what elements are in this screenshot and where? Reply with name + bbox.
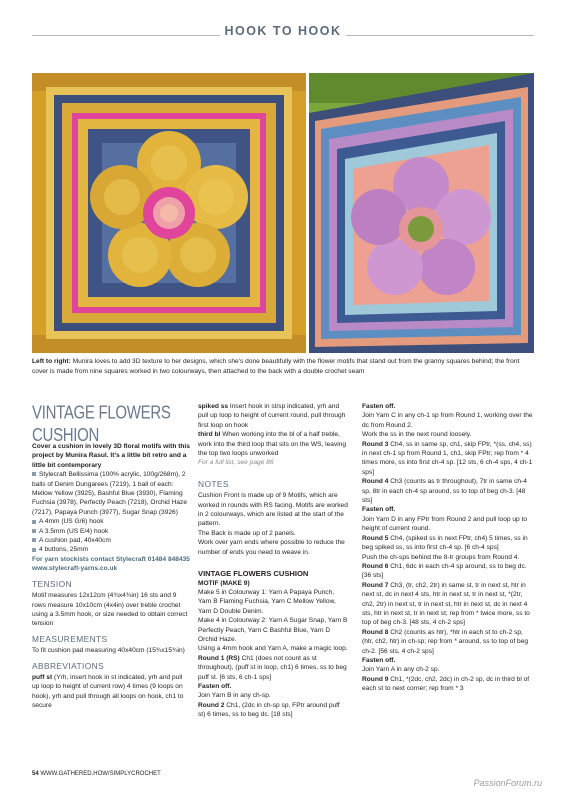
notes-text: Work over yarn ends where possible to reduce the number of ends you need to weave in. (198, 539, 345, 556)
join-yarn-b: Join Yarn B in any ch-sp. (198, 692, 271, 700)
pattern-title: VINTAGE FLOWERS CUSHION (32, 402, 171, 446)
watermark: PassionForum.ru (473, 778, 542, 788)
round-4: Round 4 Ch3 (counts as tr throughout), 7tr in same ch-4 sp, 8tr in each ch-4 sp around, ss to top of beg ch-3. [48 sts] (362, 478, 527, 505)
photo-caption (32, 357, 532, 377)
materials-item: A 3.5mm (US E/4) hook (32, 527, 190, 536)
round-5: Round 5 Ch4, (spiked ss in next FPtr, ch4) 5 times, ss in beg spiked ss, ss into first ch-4 sp. [6 ch-4 sps] (362, 534, 528, 552)
notes-text: Cushion Front is made up of 9 Motifs, which are worked in rounds with RS facing. Motifs are worked in 2 colourways, which are listed at the start of the pattern. (198, 492, 348, 528)
abbreviations-heading: ABBREVIATIONS (32, 660, 105, 671)
round-7: Round 7 Ch3, (tr, ch2, 2tr) in same st, tr in next st, htr in next st, dc in next 4 sts, htr in next st, tr in next st, *(2tr, ch2, 2tr) in next st, tr in next st, htr in next st, dc in next 4 sts, htr in next st, tr in next st; rep from * twice more, ss to top of beg ch-3. [48 sts, 4 ch-2 sps] (362, 581, 530, 627)
motif-text: Make 4 in Colourway 2: Yarn A Sugar Snap, Yarn B Perfectly Peach, Yarn C Bashful Blue, Yarn D Orchid Haze. (198, 617, 348, 643)
column-2 (198, 402, 348, 720)
bullet-square-icon (32, 529, 36, 533)
caption-lead: Left to right: (32, 358, 71, 365)
round-9: Round 9 Ch1, *(2dc, ch2, 2dc) in ch-2 sp, dc in third bl of each st to next corner; rep from * 3 (362, 675, 530, 693)
column-3 (362, 402, 534, 694)
fasten-off: Fasten off. (362, 656, 396, 664)
materials-item: A cushion pad, 40x40cm (32, 536, 190, 545)
tension-heading: TENSION (32, 578, 73, 589)
measurements-text: To fit cushion pad measuring 40x40cm (15¾x15¾in) (32, 647, 185, 655)
measurements-heading: MEASUREMENTS (32, 633, 108, 644)
page-header (0, 0, 566, 42)
join-yarn-c: Join Yarn C in any ch-1 sp from Round 1, working over the dc from Round 2. (362, 412, 533, 429)
caption-text: Munira loves to add 3D texture to her designs, which she’s done beautifully with the flower motifs that stand out from the granny squares behind; the front cover is made from nine squares worked in two colourways, then attached to the back with a double crochet seam (32, 358, 520, 375)
round-1: Round 1 (RS) Ch1 (does not count as st throughout), (puff st in loop, ch1) 6 times, ss to beg puff st. [6 sts, 6 ch-1 sps] (198, 654, 347, 681)
section-title: HOOK TO HOOK (224, 24, 342, 38)
abbreviation-spiked-ss: spiked ss Insert hook in st/sp indicated, yrh and pull up loop to height of current round, pull through first loop on hook (198, 403, 346, 429)
page-footer (32, 771, 161, 777)
footer-url[interactable]: WWW.GATHERED.HOW/SIMPLYCROCHET (40, 771, 161, 777)
abbreviation-third-bl: third bl When working into the bl of a half treble, work into the third loop that sits on the WS, leaving the top two loops unworked (198, 431, 347, 458)
bullet-square-icon (32, 538, 36, 542)
yellow-flower-square-image (32, 73, 306, 353)
fasten-off: Fasten off. (362, 506, 396, 514)
join-yarn-d: Join Yarn D in any FPtr from Round 2 and pull loop up to height of current round. (362, 515, 528, 533)
materials-item: Stylecraft Bellissima (100% acrylic, 100g/268m), 2 balls of Denim Dungarees (7219), 1 ball of each: Mellow Yellow (3925), Bashful Blue (3930), Flaming Fuchsia (3978), Perfectly Peach (7218), Orchid Haze (7217), Papaya Punch (3977), Sugar Snap (3926) (32, 471, 188, 516)
fasten-off: Fasten off. (362, 403, 396, 410)
stockists-info[interactable]: For yarn stockists contact Stylecraft 01484 848435 www.stylecraft-yarns.co.uk (32, 555, 190, 573)
materials-item: 4 buttons, 25mm (32, 545, 190, 554)
photo-yellow-flower-square (32, 73, 306, 353)
push-note: Push the ch-sps behind the 8-tr groups from Round 4. (362, 553, 520, 561)
work-ss-note: Work the ss in the next round loosely. (362, 431, 472, 439)
abbreviation-puff-st: puff st (Yrh, insert hook in st indicated, yrh and pull up loop to height of current row) 4 times (9 loops on hook), yrh and pull through all loops on hook, ch1 to secure (32, 673, 184, 710)
round-6: Round 6 Ch1, 6dc in each ch-4 sp around, ss to beg dc. [36 sts] (362, 562, 527, 580)
notes-text: The Back is made up of 2 panels. (198, 529, 296, 537)
column-1 (32, 402, 190, 711)
photo-pink-flower-cushion (309, 73, 534, 353)
materials-item: A 4mm (US G/6) hook (32, 517, 190, 526)
bullet-square-icon (32, 548, 36, 552)
round-2: Round 2 Ch1, (2dc in ch-sp sp, FPtr around puff st) 6 times, ss to beg dc. [18 sts] (198, 701, 340, 719)
motif-heading: MOTIF (MAKE 9) (198, 579, 250, 587)
notes-heading: NOTES (198, 478, 229, 489)
join-yarn-a: Join Yarn A in any ch-2 sp. (362, 666, 440, 674)
bullet-square-icon (32, 472, 36, 476)
motif-text: Using a 4mm hook and Yarn A, make a magic loop. (198, 645, 348, 653)
fasten-off: Fasten off. (198, 682, 232, 690)
tension-text: Motif measures 12x12cm (4¾x4¾in) 16 sts and 9 rows measure 10x10cm (4x4in) over treble crochet using a 3.5mm hook, or size needed to obtain correct tension (32, 592, 188, 628)
round-3: Round 3 Ch4, ss in same sp, ch1, skip FPtr, *(ss, ch4, ss) in next ch-1 sp from Round 1, ch1, skip FPtr; rep from * 4 times more, ss into first ch-4 sp. [12 sts, 6 ch-4 sps, 4 ch-1 sps] (362, 440, 533, 476)
full-list-link[interactable]: For a full list, see page 86 (198, 459, 274, 467)
pattern-intro: Cover a cushion in lovely 3D floral motifs with this project by Munira Rasul. It’s a little bit retro and a little bit contemporary (32, 443, 190, 469)
pink-flower-cushion-image (309, 73, 534, 353)
bullet-square-icon (32, 520, 36, 524)
pattern-heading: VINTAGE FLOWERS CUSHION (198, 569, 309, 579)
motif-text: Make 5 in Colourway 1: Yarn A Papaya Punch, Yarn B Flaming Fuchsia, Yarn C Mellow Yellow, Yarn D Double Denim. (198, 588, 336, 615)
page-number: 54 (32, 771, 39, 777)
round-8: Round 8 Ch2 (counts as htr), *htr in each st to ch-2 sp, (htr, ch2, htr) in ch-sp; rep from * around, ss to top of beg ch-2. [56 sts, 4 ch-2 sps] (362, 628, 529, 655)
